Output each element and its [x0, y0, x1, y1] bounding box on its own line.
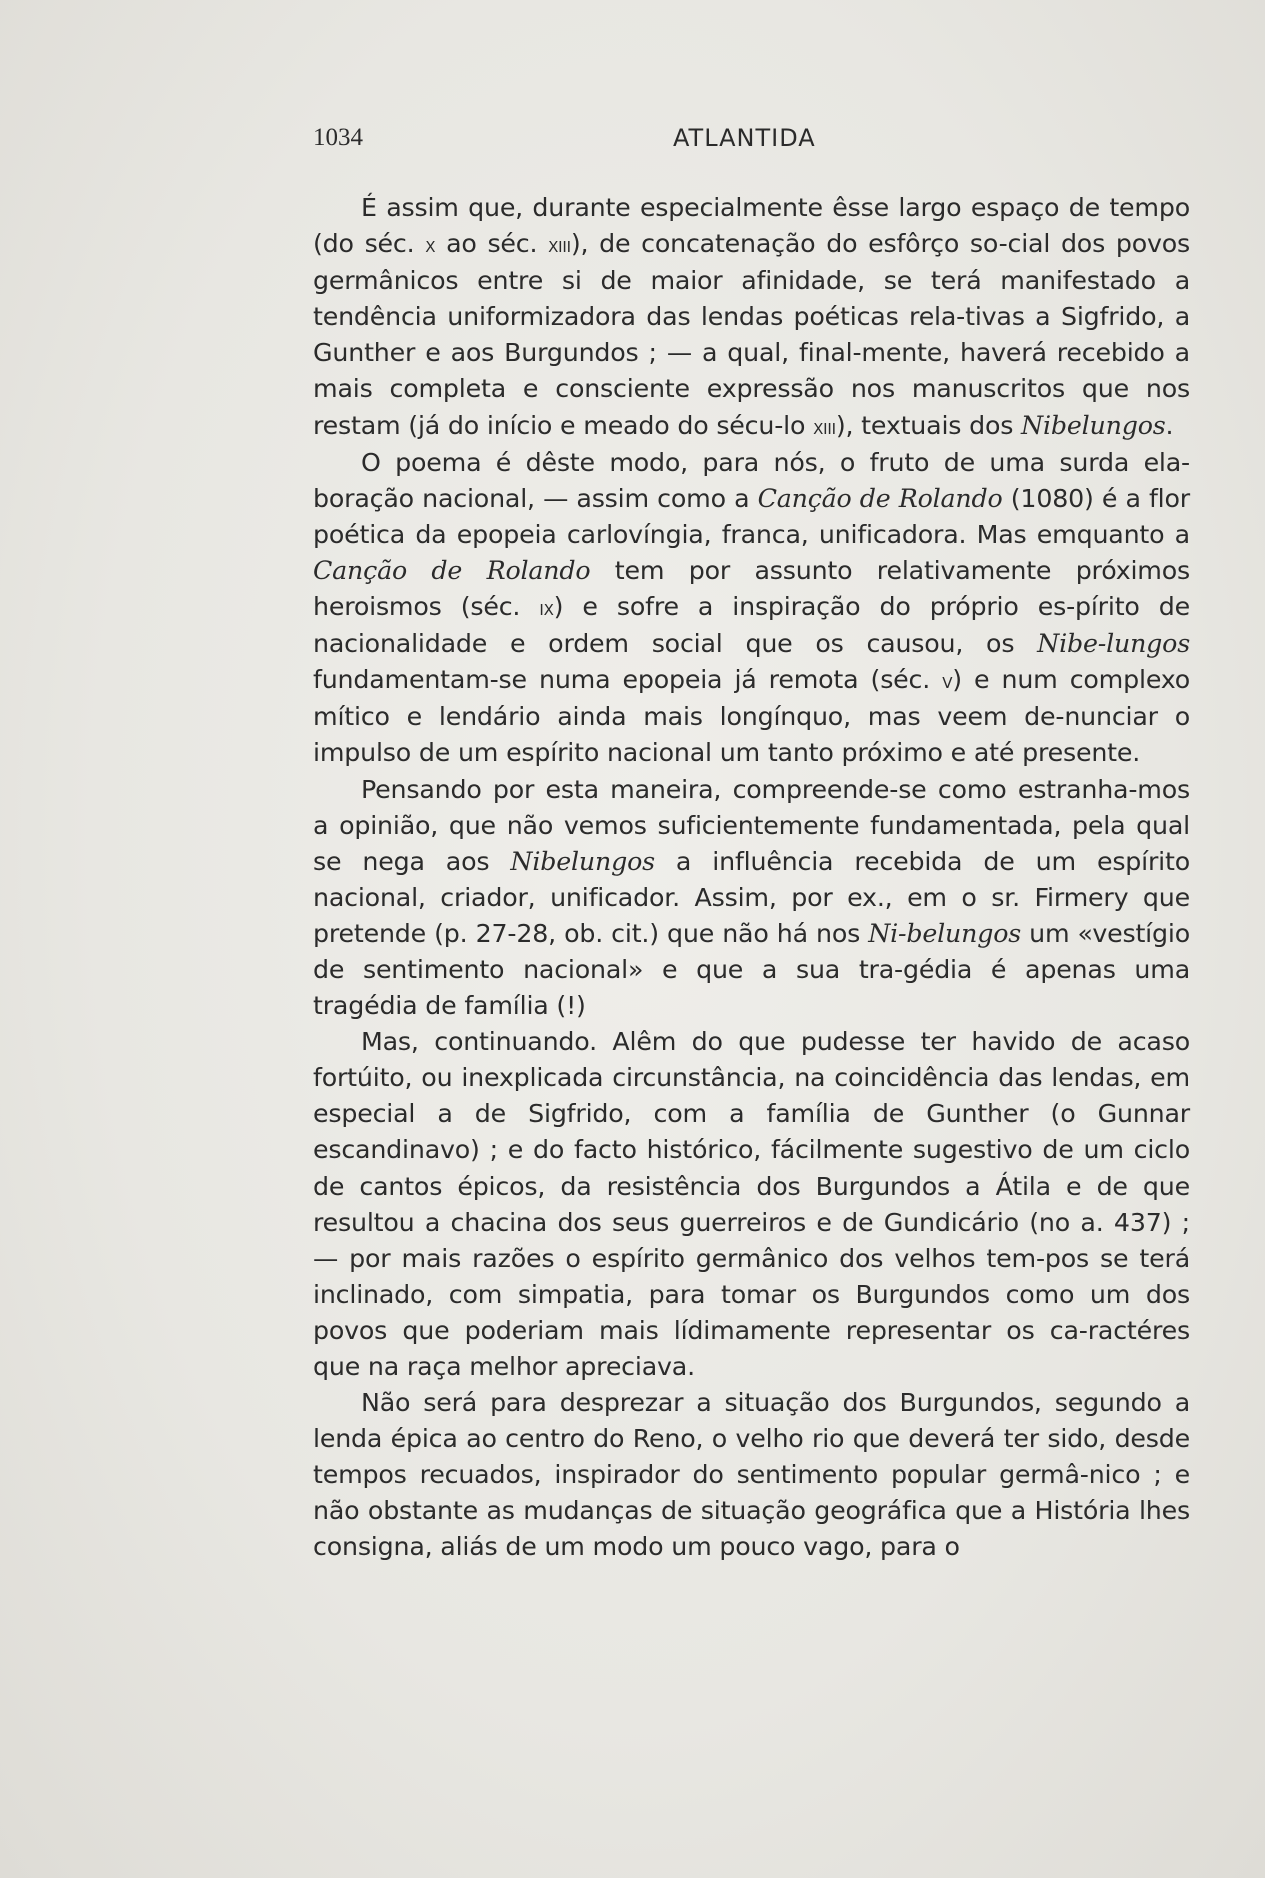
- text-run: ), de concatenação do esfôrço so-cial dos povos germânicos entre si de maior afinidade, se terá manifestado a tendência uniformizadora das lendas poéticas rela-tivas a Sigfrido, a Gunther e aos Burgundos ; — a qual, final-mente, haverá recebido a mais completa e consciente expressão nos manuscritos que nos restam (já do início e meado do sécu-lo: [313, 229, 1190, 440]
- text-run: tem por assunto relativamente próximos heroismos (séc.: [313, 555, 1190, 622]
- italic-title: Ni-belungos: [868, 918, 1022, 948]
- paragraph: [313, 1385, 1190, 1565]
- roman-numeral: xiii: [813, 414, 836, 439]
- roman-numeral: xiii: [548, 233, 571, 258]
- italic-title: Nibelungos: [510, 846, 655, 876]
- text-run: ao séc.: [435, 229, 549, 259]
- text-run: fundamentam-se numa epopeia já remota (séc.: [313, 665, 943, 695]
- italic-title: Canção de Rolando: [757, 483, 1003, 513]
- italic-title: Nibe-lungos: [1037, 629, 1190, 659]
- paragraph: [313, 1024, 1190, 1385]
- text-run: a influência recebida de um espírito nacional, criador, unificador. Assim, por ex., em o sr. Firmery que pretende (p. 27-28, ob. cit.) que não há nos: [313, 846, 1191, 948]
- running-title: ATLANTIDA: [673, 124, 816, 152]
- roman-numeral: x: [425, 233, 436, 258]
- text-run: .: [1165, 410, 1174, 440]
- running-head: [313, 124, 828, 154]
- text-run: ) e num complexo mítico e lendário ainda mais longínquo, mas veem de-nunciar o impulso de um espírito nacional um tanto próximo e até presente.: [313, 665, 1191, 768]
- roman-numeral: v: [942, 669, 953, 694]
- text-run: Pensando por esta maneira, compreende-se como estranha-mos a opinião, que não vemos suficientemente fundamentada, pela qual se nega aos: [313, 774, 1190, 876]
- text-run: O poema é dêste modo, para nós, o fruto de uma surda ela-boração nacional, — assim como a: [313, 447, 1190, 513]
- italic-title: Canção de Rolando: [313, 555, 591, 585]
- text-run: ), textuais dos: [835, 410, 1022, 440]
- text-run: Não será para desprezar a situação dos Burgundos, segundo a lenda épica ao centro do Reno, o velho rio que deverá ter sido, desde tempos recuados, inspirador do sentimento popular germâ-nico ; e não obstante as mudanças de situação geográfica que a História lhes consigna, aliás de um modo um pouco vago, para o: [313, 1388, 1190, 1562]
- text-run: (1080) é a flor poética da epopeia carlovíngia, franca, unificadora. Mas emquanto a: [313, 483, 1190, 549]
- page-number: 1034: [313, 124, 363, 151]
- roman-numeral: ix: [539, 596, 554, 621]
- body-text: [313, 190, 1190, 1566]
- text-run: ) e sofre a inspiração do próprio es-pírito de nacionalidade e ordem social que os causou, os: [313, 592, 1191, 659]
- paragraph: [313, 772, 1190, 1025]
- italic-title: Nibelungos: [1021, 410, 1166, 440]
- text-run: Mas, continuando. Alêm do que pudesse ter havido de acaso fortúito, ou inexplicada circunstância, na coincidência das lendas, em especial a de Sigfrido, com a família de Gunther (o Gunnar escandinavo) ; e do facto histórico, fácilmente sugestivo de um ciclo de cantos épicos, da resistência dos Burgundos a Átila e de que resultou a chacina dos seus guerreiros e de Gundicário (no a. 437) ; — por mais razões o espírito germânico dos velhos tem-pos se terá inclinado, com simpatia, para tomar os Burgundos como um dos povos que poderiam mais lídimamente representar os ca-ractéres que na raça melhor apreciava.: [313, 1027, 1190, 1381]
- text-run: É assim que, durante especialmente êsse largo espaço de tempo (do séc.: [313, 193, 1190, 259]
- text-run: um «vestígio de sentimento nacional» e que a sua tra-gédia é apenas uma tragédia de família (!): [313, 918, 1190, 1021]
- paragraph: [313, 445, 1190, 772]
- paragraph: [313, 190, 1190, 445]
